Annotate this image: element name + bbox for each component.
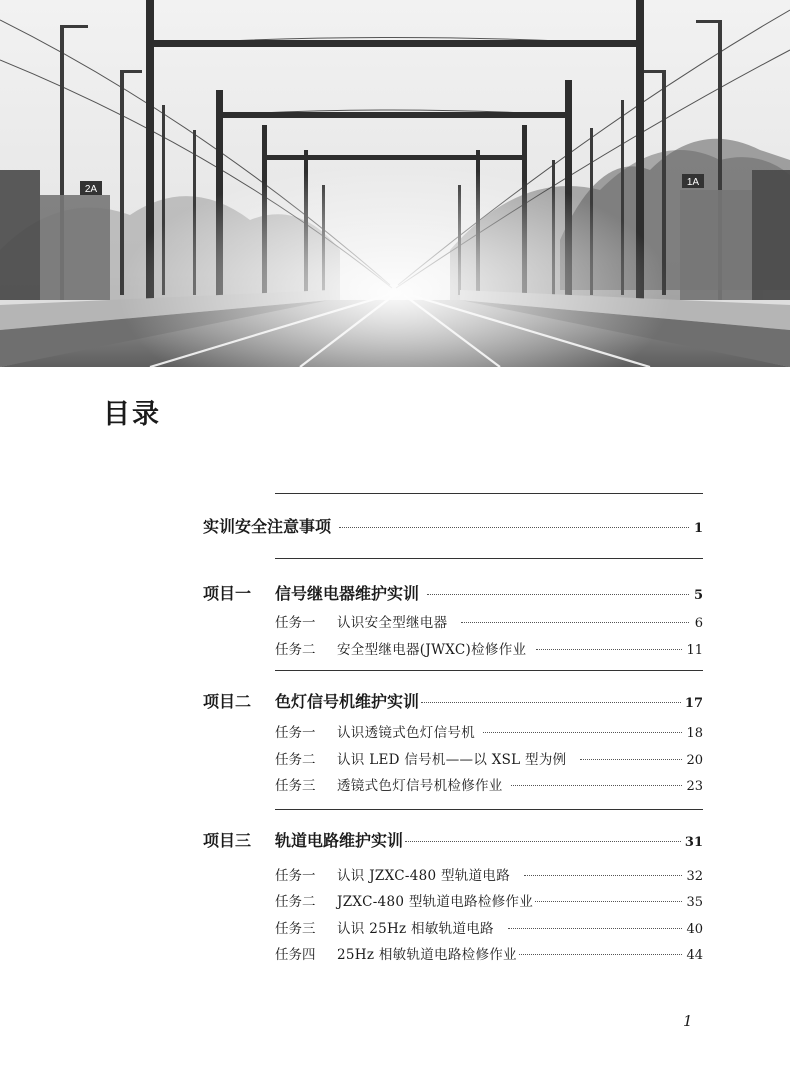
dot-leader <box>580 759 682 760</box>
toc-page-number: 40 <box>686 921 703 937</box>
toc-entry-task[interactable] <box>203 890 703 917</box>
toc-entry-task[interactable] <box>203 748 703 775</box>
toc-page-number: 32 <box>686 868 703 884</box>
toc-page-number: 6 <box>694 616 703 631</box>
project-title: 信号继电器维护实训 <box>275 584 420 603</box>
dot-leader <box>535 901 682 902</box>
dot-leader <box>536 649 682 650</box>
section-divider <box>275 493 703 494</box>
task-number: 任务四 <box>275 947 316 963</box>
dot-leader <box>421 702 681 703</box>
dot-leader <box>461 622 689 623</box>
table-of-contents <box>203 493 703 970</box>
project-number: 项目二 <box>203 692 252 711</box>
section-divider <box>275 670 703 671</box>
task-number: 任务二 <box>275 894 316 910</box>
task-title: 安全型继电器(JWXC)检修作业 <box>337 641 527 658</box>
toc-entry-title: 实训安全注意事项 <box>203 517 332 536</box>
task-number: 任务二 <box>275 751 316 768</box>
toc-entry-task[interactable] <box>203 864 703 891</box>
task-number: 任务二 <box>275 641 316 658</box>
project-title: 轨道电路维护实训 <box>275 830 404 850</box>
toc-entry-task[interactable] <box>203 917 703 944</box>
toc-entry-project-3[interactable] <box>203 828 703 854</box>
section-divider <box>275 558 703 559</box>
page-folio-number: 1 <box>683 1012 693 1030</box>
task-title: 认识 LED 信号机——以 XSL 型为例 <box>337 751 567 768</box>
toc-entry-task[interactable] <box>203 943 703 970</box>
dot-leader <box>405 841 681 842</box>
toc-page-number: 17 <box>684 696 703 711</box>
toc-page-number: 18 <box>686 726 703 741</box>
dot-leader <box>508 928 683 929</box>
task-title: 认识 25Hz 相敏轨道电路 <box>337 920 494 937</box>
task-title: 认识 JZXC-480 型轨道电路 <box>337 867 511 884</box>
task-number: 任务三 <box>275 920 316 937</box>
task-title: 25Hz 相敏轨道电路检修作业 <box>337 947 517 963</box>
toc-page-number: 5 <box>693 588 703 603</box>
toc-page-number: 1 <box>693 521 703 536</box>
toc-entry-task[interactable] <box>203 638 703 665</box>
task-title: 认识安全型继电器 <box>337 615 448 631</box>
toc-page-number: 11 <box>686 642 703 658</box>
section-divider <box>275 809 703 810</box>
toc-entry-task[interactable] <box>203 611 703 638</box>
task-number: 任务一 <box>275 725 316 741</box>
page-title: 目录 <box>103 399 161 430</box>
toc-page-number: 31 <box>684 834 703 850</box>
project-number: 项目三 <box>203 830 252 850</box>
toc-page-number: 44 <box>686 948 703 963</box>
project-number: 项目一 <box>203 584 252 603</box>
toc-entry-task[interactable] <box>203 774 703 801</box>
task-title: 透镜式色灯信号机检修作业 <box>337 778 503 794</box>
railway-header-photo <box>0 0 790 367</box>
task-number: 任务一 <box>275 867 316 884</box>
toc-page-number: 35 <box>686 895 703 910</box>
toc-entry-safety[interactable] <box>203 514 703 540</box>
task-number: 任务三 <box>275 778 316 794</box>
dot-leader <box>519 954 683 955</box>
task-title: JZXC-480 型轨道电路检修作业 <box>337 894 534 910</box>
dot-leader <box>483 732 682 733</box>
toc-entry-task[interactable] <box>203 721 703 748</box>
project-title: 色灯信号机维护实训 <box>275 692 420 711</box>
toc-entry-project-2[interactable] <box>203 689 703 715</box>
dot-leader <box>524 875 682 876</box>
toc-page-number: 20 <box>686 752 703 768</box>
dot-leader <box>511 785 683 786</box>
toc-entry-project-1[interactable] <box>203 581 703 607</box>
task-number: 任务一 <box>275 615 316 631</box>
task-title: 认识透镜式色灯信号机 <box>337 725 475 741</box>
toc-page-number: 23 <box>686 779 703 794</box>
dot-leader <box>427 594 689 595</box>
dot-leader <box>339 527 689 528</box>
